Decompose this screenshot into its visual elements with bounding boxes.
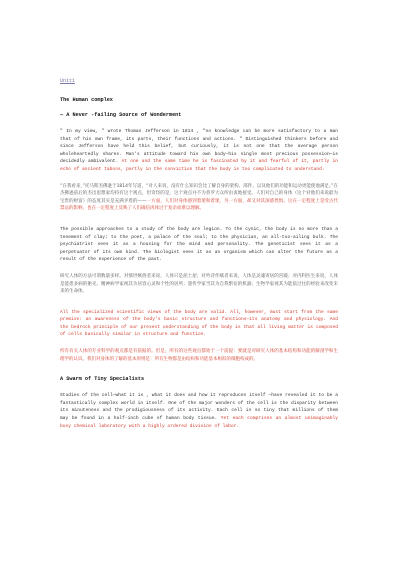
heading: The Human complex — [60, 97, 113, 103]
document-body — [60, 78, 338, 439]
paragraph-1-en-text: " In my view, " wrote Thomas Jefferson in 1814 , "no knowledge can be more satisfactory to a man that of his own frame, its parts, their functions and actions. " Distinguished thinkers before and since Jefferson have held this belief, but curiously, it is not one that the average person wholeheartedly shares. Man's attitude toward his own body—his single most precious possession—is decidedly ambivalent. — [60, 129, 338, 165]
swarm-title: A Swarm of Tiny Specialists — [60, 376, 145, 383]
part-title: — A Never -failing Source of Wonderment — [60, 112, 182, 118]
paragraph-1-zh — [60, 183, 338, 213]
paragraph-1-en-highlight: At one and the same time he is fascinated by it and fearful of it, partly in echo of ancient taboos, partly in the conviction that the body is too complicated to understand. — [60, 159, 338, 172]
paragraph-4-en-text: Studies of the cell—what it is , what it does and how it reproduces itself —have revealed it to be a fantastically complex world in itself. One of the major wonders of the cell is the disparity between its minuteness and the prodigiousness of its activity. Each cell is so tiny that millions of them may be found in a half-inch cube of human body tissue. — [60, 393, 338, 422]
paragraph-3-en: All the specialized scientific views of the body are valid. All, however, must start from the same premise: an awareness of the body's basic structure and functions—its anatomy and physiology. And the bedrock principle of our present understanding of the body is that all living matter is composed of cells basically similar in structure and function. — [60, 309, 338, 338]
paragraph-2-zh: 研究人体的方法可谓数量多样。对愤世嫉俗者来说，人体只是泥土屋；对吟诗作赋者来说，人体是灵魂寄居的宫殿；对内科医生来说，人体是能患多病的躯壳。精神病学家视其为居容心灵和个性的居所；遗传学家当其为自我繁衍的机器；生物学家视其为能依过往的经验来改变未来的生命体。 — [60, 273, 338, 295]
paragraph-1-en — [60, 128, 338, 174]
paragraph-4-en — [60, 392, 338, 430]
paragraph-1-zh-text: “在我看来，”托马斯杰佛逊于1814年写道，“对人来说，没有什么知识会比了解自身的架构、部件、以及他们的功能和运动更能使他满足。”在杰佛逊前后的杰出思想家均持有这个观点，但奇怪的是，这个观点并不为普罗大众所由衷地接受。人们对自己的身体（这个对他们来说最为宝贵的财富）的态度其实是充满矛盾的—— — [60, 183, 338, 204]
paragraph-4-en-highlight: Yet each comprises an almost unimaginably busy chemical laboratory with a highly ordered division of labor. — [60, 416, 338, 429]
unit-label: Unit1 — [60, 78, 76, 84]
paragraph-1-zh-highlight: 一方面，人们对身体感到着迷和着迷，另一方面，却又对其深感畏惧。这在一定程度上是受古代禁忌的影响，也在一定程度上反映了人们确信肉体过于复杂而难以理解。 — [60, 198, 339, 212]
paragraph-2-en: The possible approaches to a study of the body are legion. To the cynic, the body is no more than a tenement of clay; to the poet, a palace of the soul; to the physician, an all-too-ailing bulk. The psychiatrist sees it as a housing for the mind and personality. The geneticist sees it as a perpetuator of its own kind. The biologist sees it as an organism which can alter the future as a result of the experience of the past. — [60, 226, 338, 263]
paragraph-3-zh: 所有有关人体的专业科学的观点都是有依据的。但是，所有的这些观点都始于一个前提：要就是对研究人体的基本结构和功能的解剖学和生理学的认识。我们对身体的了解的基本原则是：所有生物都是由结构和功能基本相似的细胞构成的。 — [60, 349, 338, 362]
